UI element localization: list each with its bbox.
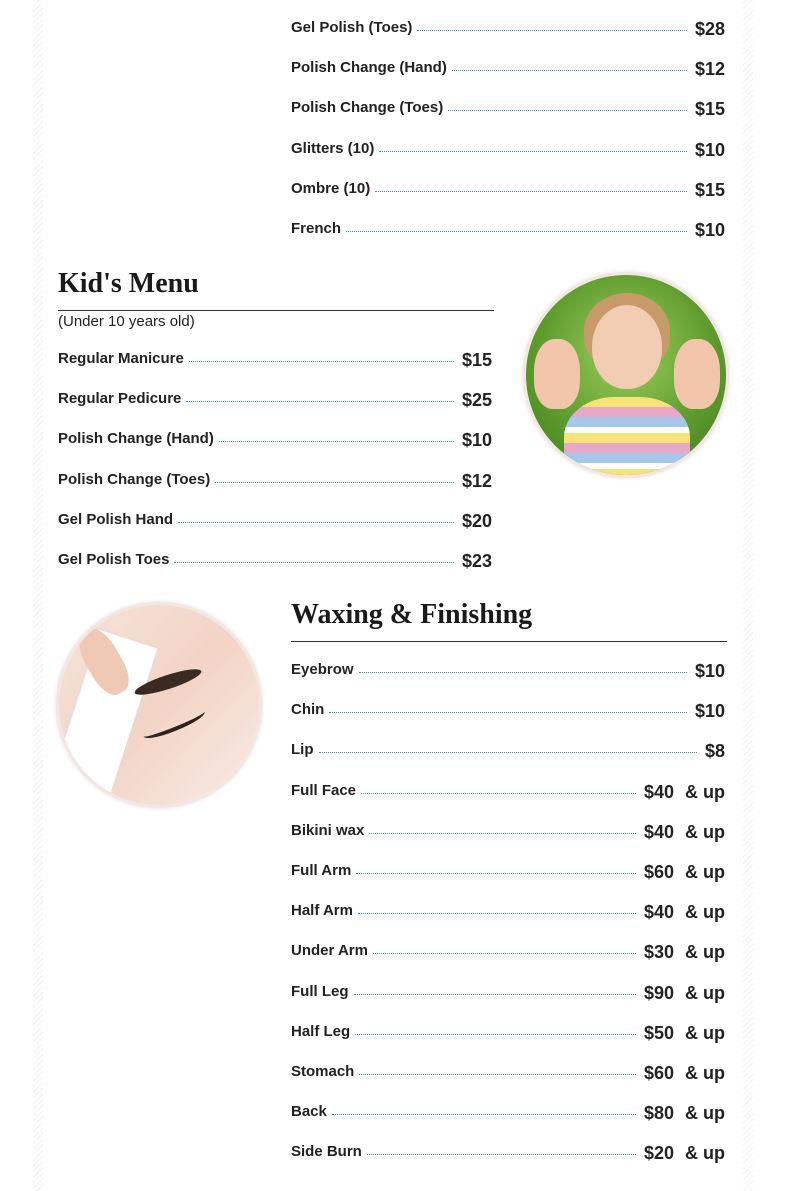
dot-leader [417, 30, 687, 31]
item-name: Glitters (10) [291, 139, 375, 157]
list-item [291, 57, 725, 79]
item-price: $15 [694, 179, 725, 200]
item-price: $80 [643, 1103, 674, 1124]
list-item [291, 1021, 725, 1043]
price-suffix: & up [685, 982, 725, 1003]
list-item [291, 780, 725, 802]
list-item [291, 699, 725, 721]
item-price: $15 [461, 350, 492, 370]
kids-menu-title: Kid's Menu [58, 268, 199, 299]
item-name: Ombre (10) [291, 179, 371, 197]
item-name: Polish Change (Hand) [291, 59, 447, 77]
dot-leader [319, 752, 697, 753]
item-price: $25 [461, 390, 492, 411]
dot-leader [332, 1114, 636, 1115]
list-item [58, 428, 492, 450]
item-price: $60 [643, 862, 674, 882]
item-name: Full Leg [291, 982, 349, 1000]
item-price: $50 [643, 1022, 674, 1043]
dot-leader [359, 672, 687, 673]
item-name: Bikini wax [291, 821, 365, 839]
item-price: $10 [694, 139, 725, 160]
item-name: Half Arm [291, 902, 353, 920]
dot-leader [355, 1034, 636, 1035]
dot-leader [186, 401, 454, 402]
price-suffix: & up [685, 821, 725, 842]
item-name: Gel Polish (Toes) [291, 19, 413, 36]
dot-leader [452, 70, 687, 71]
left-hand [534, 339, 580, 409]
list-item [291, 178, 725, 200]
right-hand [674, 339, 720, 409]
item-price: $23 [461, 551, 492, 571]
dot-leader [189, 361, 454, 362]
dot-leader [379, 151, 687, 152]
item-name: Regular Manicure [58, 350, 184, 367]
list-item [291, 900, 725, 922]
item-name: Regular Pedicure [58, 390, 182, 408]
item-name: Stomach [291, 1063, 355, 1080]
child-face [592, 305, 662, 389]
item-price: $40 [643, 821, 674, 842]
dot-leader [448, 110, 687, 111]
item-price: $12 [694, 59, 725, 80]
item-price: $12 [461, 470, 492, 491]
waxing-title: Waxing & Finishing [291, 599, 533, 630]
list-item [291, 820, 725, 842]
item-price: $20 [461, 510, 492, 531]
list-item [58, 469, 492, 491]
dot-leader [178, 522, 454, 523]
dot-leader [354, 994, 636, 995]
item-name: Polish Change (Hand) [58, 430, 214, 448]
price-suffix: & up [685, 781, 725, 802]
dot-leader [329, 712, 687, 713]
dot-leader [215, 482, 454, 483]
item-name: Back [291, 1103, 327, 1121]
item-name: Gel Polish Toes [58, 551, 170, 568]
item-name: Polish Change (Toes) [291, 99, 444, 117]
price-suffix: & up [685, 1143, 725, 1164]
item-name: Lip [291, 741, 314, 759]
list-item [291, 940, 725, 962]
dot-leader [369, 833, 636, 834]
item-price: $20 [643, 1143, 674, 1164]
item-name: French [291, 220, 342, 237]
list-item [291, 1101, 725, 1123]
price-suffix: & up [685, 862, 725, 882]
list-item [291, 981, 725, 1003]
list-item [291, 138, 725, 160]
dot-leader [359, 1074, 636, 1075]
item-price: $10 [694, 220, 725, 240]
price-suffix: & up [685, 902, 725, 923]
list-item [291, 860, 725, 882]
item-name: Polish Change (Toes) [58, 470, 211, 488]
item-price: $40 [643, 902, 674, 923]
list-item [58, 348, 492, 370]
waxing-rule [291, 641, 727, 642]
item-name: Side Burn [291, 1143, 362, 1161]
item-price: $10 [694, 701, 725, 722]
item-price: $60 [643, 1063, 674, 1083]
item-price: $28 [694, 19, 725, 39]
item-price: $40 [643, 781, 674, 802]
list-item [291, 218, 725, 240]
item-price: $15 [694, 99, 725, 120]
dot-leader [367, 1154, 636, 1155]
list-item [291, 1141, 725, 1163]
striped-dress [564, 397, 690, 475]
price-suffix: & up [685, 942, 725, 963]
list-item [291, 1061, 725, 1083]
price-suffix: & up [685, 1063, 725, 1083]
item-price: $90 [643, 982, 674, 1003]
kids-menu-rule [58, 310, 494, 311]
item-name: Half Leg [291, 1022, 351, 1040]
list-item [291, 17, 725, 39]
item-name: Eyebrow [291, 661, 354, 678]
list-item [291, 739, 725, 761]
dot-leader [358, 913, 636, 914]
list-item [291, 97, 725, 119]
dot-leader [373, 953, 636, 954]
waxing-photo [59, 605, 259, 805]
list-item [58, 549, 492, 571]
kids-photo [526, 275, 726, 475]
price-suffix: & up [685, 1103, 725, 1124]
item-price: $10 [461, 430, 492, 451]
closed-eye-lashes [141, 705, 207, 743]
kids-menu-note: (Under 10 years old) [58, 313, 195, 330]
dot-leader [356, 873, 636, 874]
list-item [291, 659, 725, 681]
item-price: $30 [643, 942, 674, 963]
list-item [58, 388, 492, 410]
item-name: Under Arm [291, 942, 368, 960]
list-item [58, 509, 492, 531]
price-suffix: & up [685, 1022, 725, 1043]
item-price: $10 [694, 661, 725, 681]
dot-leader [361, 793, 636, 794]
item-name: Full Arm [291, 862, 352, 879]
item-name: Chin [291, 701, 325, 719]
dot-leader [346, 231, 687, 232]
dot-leader [174, 562, 454, 563]
dot-leader [375, 191, 687, 192]
item-name: Gel Polish Hand [58, 510, 174, 528]
item-price: $8 [704, 741, 725, 762]
item-name: Full Face [291, 781, 357, 799]
dot-leader [219, 441, 454, 442]
